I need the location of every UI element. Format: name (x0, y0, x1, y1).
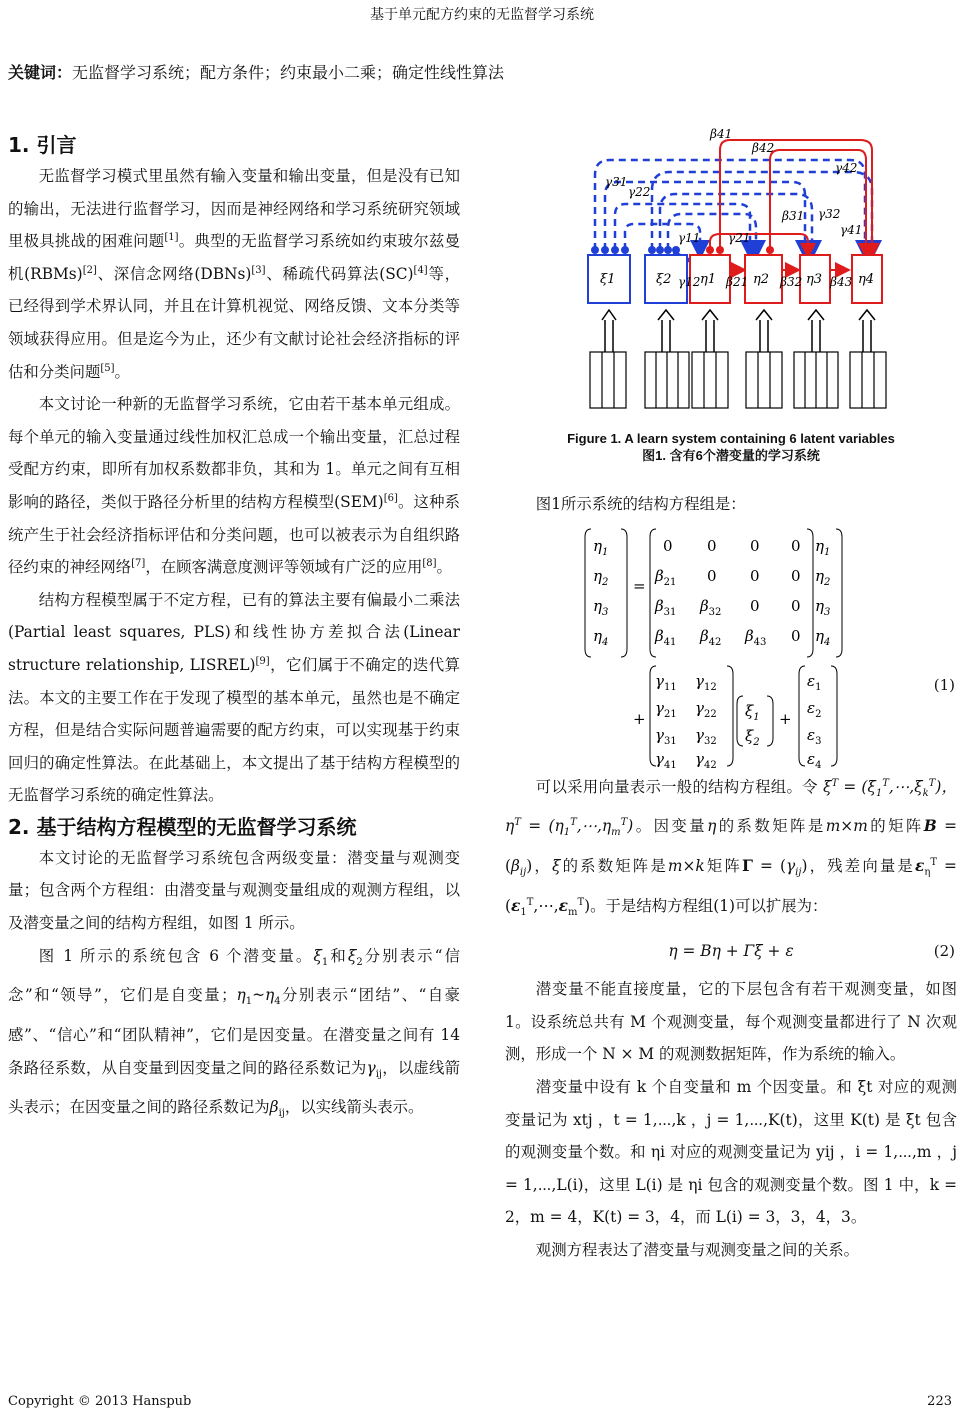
s1-paragraph-1: 无监督学习模式里虽然有输入变量和输出变量，但是没有已知的输出，无法进行监督学习，因而是神经网络和学习系统研究领域里极具挑战的困难问题[1]。典型的无监督学习系统如约束玻尔兹曼机(RBMs)[2]、深信念网络(DBNs)[3]、稀疏代码算法(SC)[4]等，已经得到学术界认同，并且在计算机视觉、网络反馈、文本分类等领域获得应用。但是迄今为止，还少有文献讨论社会经济指标的评估和分类问题[5]。 (8, 167, 460, 381)
svg-text:ξ2: $\xi_2$ (745, 726, 760, 748)
svg-text:η3: $\eta_3$ (815, 596, 831, 618)
figure-caption (505, 430, 957, 464)
svg-text:ξ2: ξ2 (656, 272, 672, 287)
svg-text:0: 0 (707, 536, 717, 555)
svg-text:ε4: $\varepsilon_4$ (807, 749, 822, 771)
svg-text:ξ1: ξ1 (600, 272, 616, 287)
svg-text:0: 0 (750, 596, 760, 615)
svg-text:ε1: $\varepsilon_1$ (807, 671, 822, 693)
svg-text:0: 0 (791, 626, 801, 645)
svg-text:η4: η4 (858, 272, 875, 287)
svg-text:γ22: $\gamma_{22}$ (695, 698, 717, 720)
left-column (8, 130, 460, 1131)
svg-text:η1: $\eta_1$ (815, 536, 831, 558)
svg-text:β42: β42 (752, 141, 775, 155)
svg-text:η3: $\eta_3$ (593, 596, 609, 618)
svg-text:0: 0 (791, 566, 801, 585)
svg-text:0: 0 (791, 596, 801, 615)
svg-text:β32: $\beta_{32}$ (700, 596, 722, 618)
svg-text:β21: $\beta_{21}$ (655, 566, 677, 588)
footer-page-number: 223 (927, 1394, 952, 1409)
keywords-text: 无监督学习系统；配方条件；约束最小二乘；确定性线性算法 (72, 63, 505, 82)
r-paragraph-3: 潜变量中设有 k 个自变量和 m 个因变量。和 ξt 对应的观测变量记为 xtj ，t = 1,⋯,k ，j = 1,⋯,K(t)，这里 K(t) 是 ξt 包含的观测变量个数。和 ηi 对应的观测变量记为 yij ，i = 1,⋯,m ，j = 1,⋯,L(i)，这里 L(i) 是 ηi 包含的观测变量个数。图 1 中，k = 2，m = 4，K(t) = 3，4，而 L(i) = 3，3，4，3。 (505, 1078, 958, 1227)
r-paragraph-4: 观测方程表达了潜变量与观测变量之间的关系。 (535, 1241, 860, 1260)
svg-text:β21: β21 (726, 275, 749, 289)
svg-text:γ12: γ12 (678, 275, 701, 289)
svg-text:ε3: $\varepsilon_3$ (807, 725, 822, 747)
equation-1-matrices (505, 521, 957, 771)
svg-text:β32: β32 (780, 275, 803, 289)
svg-text:β41: β41 (710, 127, 733, 141)
caption-zh: 图1. 含有6个潜变量的学习系统 (642, 448, 820, 463)
s1-paragraph-2: 本文讨论一种新的无监督学习系统，它由若干基本单元组成。每个单元的输入变量通过线性加权汇总成一个输出变量，汇总过程受配方约束，即所有加权系数都非负，其和为 1。单元之间有互相影响的路径，类似于路径分析里的结构方程模型(SEM)[6]。这种系统产生于社会经济指标评估和分类问题，也可以被表示为自组织路径约束的神经网络[7]，在顾客满意度测评等领域有广泛的应用[8]。 (8, 395, 460, 577)
svg-text:γ21: $\gamma_{21}$ (655, 698, 677, 720)
svg-text:η2: η2 (753, 272, 770, 287)
svg-text:γ41: $\gamma_{41}$ (655, 749, 677, 771)
equation-2-text: η = Bη + Γξ + ε (668, 942, 794, 961)
svg-text:γ22: γ22 (628, 185, 651, 199)
svg-text:γ12: $\gamma_{12}$ (695, 671, 717, 693)
svg-text:ε2: $\varepsilon_2$ (807, 698, 822, 720)
equation-2 (505, 929, 957, 973)
section2-title: 2. 基于结构方程模型的无监督学习系统 (8, 814, 357, 839)
svg-text:γ21: γ21 (728, 231, 751, 245)
svg-text:η4: $\eta_4$ (593, 626, 609, 648)
svg-text:β43: $\beta_{43}$ (745, 626, 767, 648)
footer-copyright: Copyright © 2013 Hanspub (8, 1394, 192, 1409)
svg-text:γ31: $\gamma_{31}$ (655, 725, 677, 747)
input-arrows (602, 310, 875, 352)
svg-text:η2: $\eta_2$ (593, 566, 609, 588)
svg-text:β31: $\beta_{31}$ (655, 596, 677, 618)
svg-text:β42: $\beta_{42}$ (700, 626, 722, 648)
svg-text:β31: β31 (782, 209, 805, 223)
svg-text:η1: η1 (700, 272, 717, 287)
running-head: 基于单元配方约束的无监督学习系统 (370, 7, 594, 23)
svg-text:β43: β43 (830, 275, 853, 289)
svg-text:γ41: γ41 (840, 223, 863, 237)
svg-text:0: 0 (750, 566, 760, 585)
svg-text:0: 0 (663, 536, 673, 555)
svg-text:η4: $\eta_4$ (815, 626, 831, 648)
s2-paragraph-1: 本文讨论的无监督学习系统包含两级变量：潜变量与观测变量；包含两个方程组：由潜变量与观测变量组成的观测方程组，以及潜变量之间的结构方程组，如图 1 所示。 (8, 848, 460, 933)
keywords-label: 关键词： (8, 63, 73, 82)
equation-1 (505, 521, 957, 771)
figure-1-diagram (560, 120, 900, 420)
svg-text:0: 0 (707, 566, 717, 585)
right-column (505, 488, 957, 1267)
svg-text:γ11: γ11 (678, 231, 701, 245)
svg-text:γ32: γ32 (818, 207, 841, 221)
svg-text:γ11: $\gamma_{11}$ (655, 671, 677, 693)
eq-intro: 图1所示系统的结构方程组是： (535, 495, 746, 513)
equation-1-number: (1) (933, 675, 955, 694)
svg-text:+: + (779, 709, 792, 728)
svg-text:0: 0 (791, 536, 801, 555)
equation-2-number: (2) (933, 942, 955, 961)
s2-paragraph-2: 图 1 所示的系统包含 6 个潜变量。$\xi_1$和$\xi_2$分别表示“信念”和“领导”，它们是自变量；$\eta_1\sim\eta_4$分别表示“团结”、“自豪感”、“信心”和“团队精神”，它们是因变量。在潜变量之间有 14 条路径系数，从自变量到因变量之间的路径系数记为$\gamma_{ij}$，以虚线箭头表示；在因变量之间的路径系数记为$\beta_{ij}$，以实线箭头表示。 (8, 946, 461, 1120)
keywords (8, 60, 504, 83)
svg-text:ξ1: $\xi_1$ (745, 701, 760, 723)
svg-text:η3: η3 (806, 272, 823, 287)
svg-text:γ31: γ31 (605, 175, 628, 189)
r-paragraph-2: 潜变量不能直接度量，它的下层包含有若干观测变量，如图 1。设系统总共有 M 个观测变量，每个观测变量都进行了 N 次观测，形成一个 N × M 的观测数据矩阵，作为系统的输入。 (505, 980, 957, 1064)
svg-text:γ42: γ42 (835, 161, 858, 175)
caption-en: Figure 1. A learn system containing 6 latent variables (567, 431, 895, 446)
s1-paragraph-3: 结构方程模型属于不定方程，已有的算法主要有偏最小二乘法(Partial least squares, PLS)和线性协方差拟合法(Linear structure relationship, LISREL)[9]，它们属于不确定的迭代算法。本文的主要工作在于发现了模型的基本单元，虽然也是不确定方程，但是结合实际问题普遍需要的配方约束，可以实现基于约束回归的确定性算法。在此基础上，本文提出了基于结构方程模型的无监督学习系统的确定性算法。 (8, 590, 460, 805)
r-paragraph-1: 可以采用向量表示一般的结构方程组。令 $\xi^T$ = $(\xi_1^T,\cdots,\xi_k^T)$，$\eta^T$ = $(\eta_1^T,\cdots,\eta_m^T)$。因变量η的系数矩阵是m×m的矩阵$B = (\beta_{ij})$，ξ的系数矩阵是m×k矩阵$\Gamma = (\gamma_{ij})$，残差向量是$\varepsilon_\eta^T$ = $(\varepsilon_1^T,\cdots,\varepsilon_m^T)$。于是结构方程组(1)可以扩展为： (505, 777, 957, 918)
svg-text:γ32: $\gamma_{32}$ (695, 725, 717, 747)
svg-text:γ42: $\gamma_{42}$ (695, 749, 717, 771)
section1-title: 1. 引言 (8, 133, 77, 157)
observed-variables (590, 352, 886, 408)
svg-text:β41: $\beta_{41}$ (655, 626, 677, 648)
svg-text:+: + (633, 709, 646, 728)
svg-text:η2: $\eta_2$ (815, 566, 831, 588)
svg-text:=: = (633, 576, 646, 595)
svg-text:0: 0 (750, 536, 760, 555)
svg-text:η1: $\eta_1$ (593, 536, 609, 558)
